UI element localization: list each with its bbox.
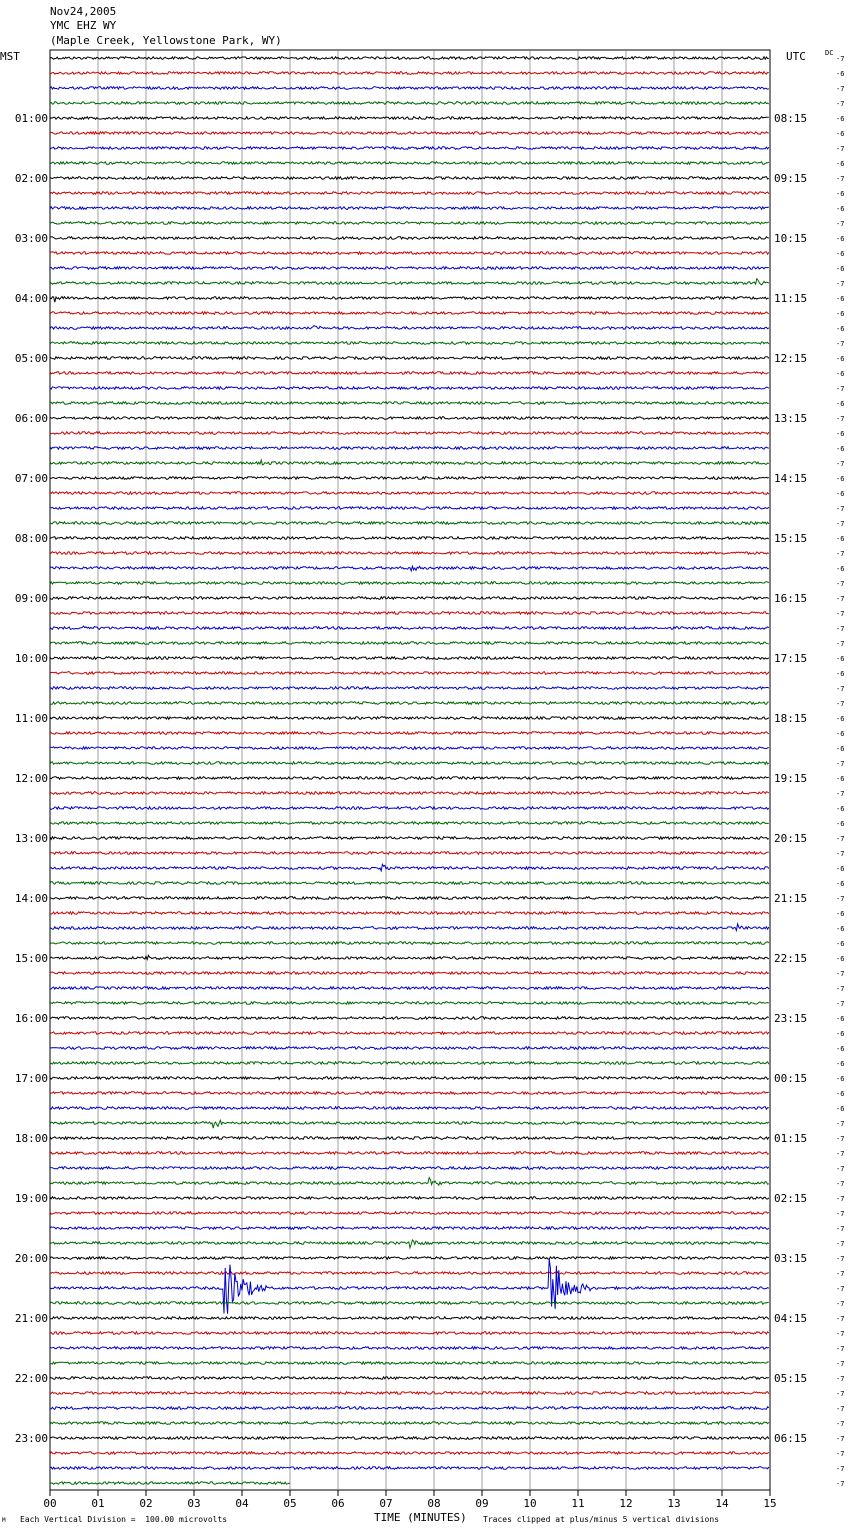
dc-offset-label: -7 — [836, 835, 845, 843]
x-tick-labels — [43, 1497, 776, 1510]
dc-offset-label: -6 — [836, 865, 845, 873]
utc-hour-label: 15:15 — [774, 532, 808, 545]
trace-row — [50, 987, 769, 990]
dc-offset-label: -6 — [836, 400, 845, 408]
trace-row — [50, 807, 769, 810]
mst-hour-label: 11:00 — [14, 712, 48, 725]
trace-row — [50, 1227, 769, 1230]
mst-hour-label: 12:00 — [14, 772, 48, 785]
dc-offset-label: -7 — [836, 1285, 845, 1293]
trace-row — [50, 1032, 769, 1035]
trace-row — [50, 1197, 769, 1200]
plot-grid — [50, 50, 770, 1496]
trace-row — [50, 162, 769, 165]
x-tick-label: 08 — [427, 1497, 441, 1510]
dc-offset-label: -7 — [836, 790, 845, 798]
dc-offset-label: -6 — [836, 235, 845, 243]
mst-hour-label: 19:00 — [14, 1192, 48, 1205]
dc-offset-label: -6 — [836, 745, 845, 753]
dc-offset-label: -6 — [836, 130, 845, 138]
trace-row — [50, 626, 769, 629]
dc-offset-label: -6 — [836, 490, 845, 498]
trace-row — [50, 612, 769, 615]
trace-row — [50, 237, 769, 240]
dc-offset-label: -7 — [836, 550, 845, 558]
x-axis-label: TIME (MINUTES) — [374, 1511, 467, 1524]
trace-row — [50, 252, 769, 255]
dc-offset-label: -6 — [836, 655, 845, 663]
trace-row — [50, 507, 769, 510]
dc-offset-label: -7 — [836, 1240, 845, 1248]
utc-hour-label: 00:15 — [774, 1072, 808, 1085]
trace-row — [50, 477, 769, 480]
trace-row — [50, 747, 769, 750]
trace-row — [50, 1377, 769, 1380]
dc-offset-label: -7 — [836, 1180, 845, 1188]
dc-offset-label: -7 — [836, 85, 845, 93]
mst-hour-label: 10:00 — [14, 652, 48, 665]
trace-row — [50, 864, 769, 871]
dc-offset-label: -7 — [836, 1165, 845, 1173]
dc-offset-label: -7 — [836, 1360, 845, 1368]
trace-row — [50, 672, 769, 675]
utc-hour-label: 22:15 — [774, 952, 808, 965]
utc-hour-label: 14:15 — [774, 472, 808, 485]
dc-offset-label: -6 — [836, 70, 845, 78]
utc-hour-label: 01:15 — [774, 1132, 808, 1145]
station-location: (Maple Creek, Yellowstone Park, WY) — [50, 34, 282, 47]
trace-row — [50, 837, 769, 840]
trace-row — [50, 177, 769, 180]
utc-axis-label: UTC — [786, 50, 806, 63]
utc-hour-labels — [774, 112, 807, 1445]
dc-offset-label: -7 — [836, 1300, 845, 1308]
dc-offset-label: -7 — [836, 760, 845, 768]
dc-offset-label: -7 — [836, 595, 845, 603]
trace-row — [50, 582, 769, 585]
utc-hour-label: 17:15 — [774, 652, 808, 665]
dc-offset-label: -6 — [836, 1060, 845, 1068]
dc-offset-label: -6 — [836, 430, 845, 438]
mst-hour-labels — [15, 112, 48, 1445]
trace-row — [50, 1092, 769, 1095]
trace-row — [50, 1062, 769, 1065]
dc-offset-label: -7 — [836, 280, 845, 288]
utc-hour-label: 10:15 — [774, 232, 808, 245]
dc-offset-label: -6 — [836, 115, 845, 123]
dc-offset-label: -7 — [836, 610, 845, 618]
dc-offset-label: -6 — [836, 805, 845, 813]
utc-hour-label: 16:15 — [774, 592, 808, 605]
x-tick-label: 09 — [475, 1497, 489, 1510]
trace-row — [50, 972, 769, 975]
clipping-note: Traces clipped at plus/minus 5 vertical divisions — [483, 1515, 720, 1524]
trace-row — [50, 279, 769, 285]
dc-offset-label: -7 — [836, 220, 845, 228]
x-tick-label: 01 — [91, 1497, 105, 1510]
mst-hour-label: 01:00 — [14, 112, 48, 125]
dc-offset-labels — [836, 55, 844, 1488]
trace-row — [50, 1422, 769, 1425]
trace-row — [50, 522, 769, 525]
trace-row — [50, 1178, 769, 1186]
x-tick-label: 13 — [667, 1497, 681, 1510]
dc-offset-label: -6 — [836, 1015, 845, 1023]
dc-offset-label: -6 — [836, 1090, 845, 1098]
trace-row — [50, 1002, 769, 1005]
trace-row — [50, 1167, 769, 1170]
mst-hour-label: 06:00 — [14, 412, 48, 425]
trace-row — [50, 1257, 769, 1260]
dc-offset-label: -6 — [836, 1105, 845, 1113]
dc-offset-label: -6 — [836, 355, 845, 363]
dc-offset-label: -7 — [836, 895, 845, 903]
dc-offset-label: -7 — [836, 1330, 845, 1338]
trace-row — [50, 1077, 769, 1080]
dc-offset-label: -6 — [836, 205, 845, 213]
dc-offset-label: -7 — [836, 640, 845, 648]
trace-row — [50, 924, 769, 931]
dc-offset-label: -7 — [836, 385, 845, 393]
trace-row — [50, 1362, 769, 1365]
trace-row — [50, 942, 769, 945]
trace-row — [50, 762, 769, 765]
trace-row — [50, 357, 769, 360]
trace-row — [50, 552, 769, 555]
trace-row — [50, 657, 769, 660]
dc-offset-label: -7 — [836, 1000, 845, 1008]
trace-row — [50, 1047, 769, 1050]
dc-offset-label: -7 — [836, 175, 845, 183]
trace-row — [50, 326, 769, 330]
corner-mark: M — [2, 1517, 6, 1524]
chart-date: Nov24,2005 — [50, 5, 117, 18]
vertical-division-note: Each Vertical Division = 100.00 microvolts — [20, 1515, 228, 1524]
x-tick-label: 14 — [715, 1497, 729, 1510]
dc-offset-label: -7 — [836, 700, 845, 708]
dc-offset-label: -6 — [836, 715, 845, 723]
trace-row — [50, 132, 769, 135]
trace-row — [50, 492, 769, 495]
dc-offset-label: -7 — [836, 685, 845, 693]
trace-row — [50, 1017, 769, 1020]
trace-row — [50, 897, 769, 900]
dc-offset-label: -7 — [836, 460, 845, 468]
mst-hour-label: 07:00 — [14, 472, 48, 485]
trace-row — [50, 566, 769, 571]
x-tick-label: 04 — [235, 1497, 249, 1510]
trace-row — [50, 1407, 769, 1410]
dc-offset-label: -6 — [836, 880, 845, 888]
mst-hour-label: 04:00 — [14, 292, 48, 305]
trace-row — [50, 1482, 290, 1485]
dc-offset-label: -7 — [836, 625, 845, 633]
trace-row — [50, 222, 769, 225]
mst-axis-label: MST — [0, 50, 20, 63]
utc-hour-label: 06:15 — [774, 1432, 808, 1445]
trace-row — [50, 417, 769, 420]
trace-row — [50, 792, 769, 795]
dc-offset-label: -6 — [836, 475, 845, 483]
dc-offset-label: -7 — [836, 340, 845, 348]
dc-offset-label: -7 — [836, 1390, 845, 1398]
mst-hour-label: 13:00 — [14, 832, 48, 845]
dc-offset-label: -7 — [836, 145, 845, 153]
dc-offset-label: -7 — [836, 1225, 845, 1233]
trace-row — [50, 297, 769, 303]
dc-offset-label: -7 — [836, 1345, 845, 1353]
mst-hour-label: 16:00 — [14, 1012, 48, 1025]
dc-offset-label: -7 — [836, 1135, 845, 1143]
dc-offset-label: -6 — [836, 670, 845, 678]
seismic-traces — [50, 57, 769, 1485]
trace-row — [50, 372, 769, 375]
utc-hour-label: 13:15 — [774, 412, 808, 425]
trace-row — [50, 1452, 769, 1455]
trace-row — [50, 1392, 769, 1395]
dc-offset-label: -7 — [836, 1480, 845, 1488]
utc-hour-label: 18:15 — [774, 712, 808, 725]
trace-row — [50, 1137, 769, 1140]
dc-offset-label: -7 — [836, 1375, 845, 1383]
trace-row — [50, 687, 769, 690]
dc-offset-label: -7 — [836, 970, 845, 978]
trace-row — [50, 1347, 769, 1350]
trace-row — [50, 57, 769, 60]
dc-offset-label: -6 — [836, 325, 845, 333]
mst-hour-label: 08:00 — [14, 532, 48, 545]
dc-offset-label: -6 — [836, 190, 845, 198]
dc-offset-label: -7 — [836, 850, 845, 858]
x-tick-label: 11 — [571, 1497, 585, 1510]
dc-offset-label: -6 — [836, 160, 845, 168]
x-tick-label: 15 — [763, 1497, 777, 1510]
trace-row — [50, 432, 769, 435]
trace-row — [50, 72, 769, 75]
mst-hour-label: 02:00 — [14, 172, 48, 185]
trace-row — [50, 402, 769, 405]
dc-offset-label: -7 — [836, 580, 845, 588]
trace-row — [50, 1437, 769, 1440]
mst-hour-label: 18:00 — [14, 1132, 48, 1145]
dc-offset-label: -6 — [836, 925, 845, 933]
trace-row — [50, 822, 769, 825]
dc-offset-label: -7 — [836, 520, 845, 528]
trace-row — [50, 1332, 769, 1335]
dc-offset-label: -7 — [836, 415, 845, 423]
dc-offset-label: -6 — [836, 310, 845, 318]
trace-row — [50, 702, 769, 705]
trace-row — [50, 102, 769, 105]
trace-row — [50, 192, 769, 195]
x-tick-label: 00 — [43, 1497, 57, 1510]
trace-row — [50, 717, 769, 720]
trace-row — [50, 447, 769, 450]
dc-offset-label: -6 — [836, 1045, 845, 1053]
dc-offset-label: -7 — [836, 1255, 845, 1263]
dc-offset-label: -6 — [836, 250, 845, 258]
utc-hour-label: 03:15 — [774, 1252, 808, 1265]
dc-offset-label: -7 — [836, 1465, 845, 1473]
trace-row — [50, 732, 769, 735]
utc-hour-label: 02:15 — [774, 1192, 808, 1205]
mst-hour-label: 22:00 — [14, 1372, 48, 1385]
trace-row — [50, 460, 769, 465]
utc-hour-label: 12:15 — [774, 352, 808, 365]
utc-hour-label: 21:15 — [774, 892, 808, 905]
trace-row — [50, 1120, 769, 1128]
trace-row — [50, 1467, 769, 1470]
x-tick-label: 05 — [283, 1497, 297, 1510]
trace-row — [50, 387, 769, 390]
trace-row — [50, 117, 769, 120]
trace-row — [50, 1272, 769, 1275]
trace-row — [50, 852, 769, 855]
mst-hour-label: 05:00 — [14, 352, 48, 365]
dc-offset-label: -7 — [836, 55, 845, 63]
trace-row — [50, 1212, 769, 1215]
trace-row — [50, 777, 769, 780]
mst-hour-label: 21:00 — [14, 1312, 48, 1325]
dc-offset-label: -6 — [836, 370, 845, 378]
x-tick-label: 02 — [139, 1497, 153, 1510]
utc-hour-label: 05:15 — [774, 1372, 808, 1385]
trace-row — [50, 642, 769, 645]
utc-hour-label: 11:15 — [774, 292, 808, 305]
mst-hour-label: 14:00 — [14, 892, 48, 905]
utc-hour-label: 19:15 — [774, 772, 808, 785]
trace-row — [50, 312, 769, 315]
dc-offset-label: -7 — [836, 505, 845, 513]
x-tick-label: 03 — [187, 1497, 201, 1510]
dc-offset-label: -7 — [836, 1195, 845, 1203]
dc-offset-label: -6 — [836, 295, 845, 303]
mst-hour-label: 03:00 — [14, 232, 48, 245]
trace-row — [50, 955, 769, 959]
dc-offset-label: -6 — [836, 1030, 845, 1038]
dc-offset-label: -7 — [836, 1210, 845, 1218]
dc-offset-label: -6 — [836, 1075, 845, 1083]
dc-offset-label: -6 — [836, 940, 845, 948]
dc-offset-label: -7 — [836, 1270, 845, 1278]
dc-offset-label: -6 — [836, 955, 845, 963]
dc-offset-label: -7 — [836, 1120, 845, 1128]
trace-row — [50, 342, 769, 345]
dc-offset-label: -6 — [836, 820, 845, 828]
mst-hour-label: 09:00 — [14, 592, 48, 605]
dc-offset-label: -7 — [836, 1150, 845, 1158]
x-tick-label: 06 — [331, 1497, 345, 1510]
dc-offset-label: -7 — [836, 1315, 845, 1323]
dc-offset-label: -7 — [836, 985, 845, 993]
dc-offset-label: -7 — [836, 1405, 845, 1413]
trace-row — [50, 537, 769, 540]
mst-hour-label: 20:00 — [14, 1252, 48, 1265]
station-code: YMC EHZ WY — [50, 19, 117, 32]
dc-offset-label: -7 — [836, 1450, 845, 1458]
x-tick-label: 10 — [523, 1497, 537, 1510]
trace-row — [50, 1259, 769, 1314]
trace-row — [50, 1107, 769, 1110]
dc-offset-label: -6 — [836, 775, 845, 783]
mst-hour-label: 23:00 — [14, 1432, 48, 1445]
dc-offset-label: -7 — [836, 1435, 845, 1443]
dc-offset-label: -6 — [836, 445, 845, 453]
mst-hour-label: 17:00 — [14, 1072, 48, 1085]
trace-row — [50, 207, 769, 210]
trace-row — [50, 1240, 769, 1248]
mst-hour-label: 15:00 — [14, 952, 48, 965]
x-tick-label: 12 — [619, 1497, 633, 1510]
dc-label: DC — [825, 49, 834, 57]
trace-row — [50, 882, 769, 885]
utc-hour-label: 04:15 — [774, 1312, 808, 1325]
dc-offset-label: -6 — [836, 730, 845, 738]
trace-row — [50, 1317, 769, 1320]
utc-hour-label: 20:15 — [774, 832, 808, 845]
utc-hour-label: 09:15 — [774, 172, 808, 185]
trace-row — [50, 267, 769, 270]
utc-hour-label: 08:15 — [774, 112, 808, 125]
trace-row — [50, 1152, 769, 1155]
trace-row — [50, 1302, 769, 1305]
dc-offset-label: -6 — [836, 565, 845, 573]
dc-offset-label: -6 — [836, 910, 845, 918]
trace-row — [50, 147, 769, 150]
trace-row — [50, 87, 769, 90]
dc-offset-label: -6 — [836, 535, 845, 543]
dc-offset-label: -7 — [836, 100, 845, 108]
trace-row — [50, 597, 769, 600]
dc-offset-label: -7 — [836, 1420, 845, 1428]
trace-row — [50, 912, 769, 915]
x-tick-label: 07 — [379, 1497, 393, 1510]
dc-offset-label: -6 — [836, 265, 845, 273]
utc-hour-label: 23:15 — [774, 1012, 808, 1025]
